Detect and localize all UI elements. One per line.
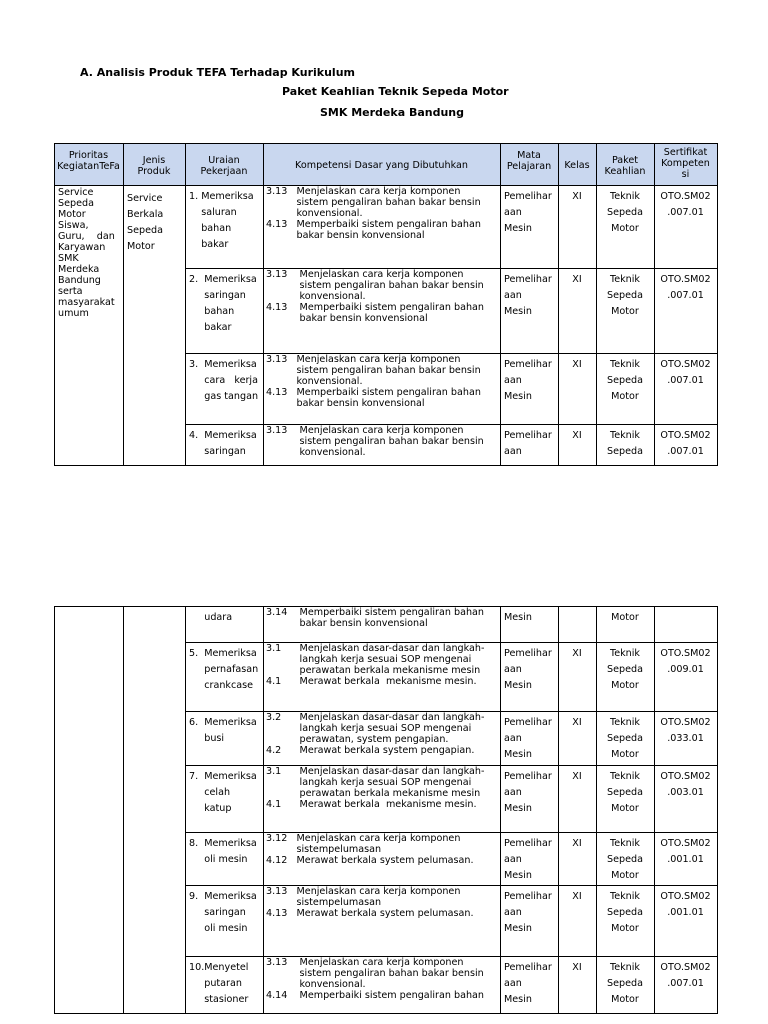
kompetensi-cell: 3.13 Menjelaskan cara kerja komponen sistempelumasan 4.13 Merawat berkala system pelumasan. (266, 886, 474, 919)
header-uraian: Uraian Pekerjaan (200, 155, 248, 177)
column-border (123, 606, 124, 1014)
kompetensi-cell: 3.12 Menjelaskan cara kerja komponen sistempelumasan 4.12 Merawat berkala system pelumasan. (266, 833, 474, 866)
kelas-cell: XI (572, 648, 582, 659)
mata-pelajaran-cell: Pemelihar aan Mesin (504, 191, 552, 234)
mata-pelajaran-cell: Pemelihar aan Mesin (504, 962, 552, 1005)
mata-pelajaran-cell: Pemelihar aan (504, 430, 552, 457)
kompetensi-cell: 3.2 Menjelaskan dasar-dasar dan langkah- langkah kerja sesuai SOP mengenai perawatan, system pengapian. 4.2 Merawat berkala system pengapian. (266, 712, 485, 756)
mata-pelajaran-cell: Pemelihar aan Mesin (504, 717, 552, 760)
mata-pelajaran-cell: Pemelihar aan Mesin (504, 771, 552, 814)
paket-keahlian-cell: Teknik Sepeda Motor (607, 717, 643, 760)
uraian-cell: udara (189, 612, 233, 623)
sertifikat-cell: OTO.SM02 .003.01 (660, 771, 711, 798)
column-border (500, 143, 501, 466)
kelas-cell: XI (572, 962, 582, 973)
kelas-cell: XI (572, 359, 582, 370)
kompetensi-cell: 3.13 Menjelaskan cara kerja komponen sistem pengaliran bahan bakar bensin konvensional. 4.13 Memperbaiki sistem pengaliran bahan bakar bensin konvensional (266, 269, 484, 324)
paket-keahlian-cell: Teknik Sepeda Motor (607, 891, 643, 934)
uraian-cell: 4. Memeriksa saringan (189, 430, 257, 457)
kompetensi-cell: 3.1 Menjelaskan dasar-dasar dan langkah- langkah kerja sesuai SOP mengenai perawatan berkala mekanisme mesin 4.1 Merawat berkala mekanisme mesin. (266, 643, 485, 687)
header-paket: Paket Keahlian (604, 155, 646, 177)
subtitle-program: Paket Keahlian Teknik Sepeda Motor (282, 85, 509, 98)
paket-keahlian-cell: Teknik Sepeda Motor (607, 191, 643, 234)
kelas-cell: XI (572, 771, 582, 782)
column-border (185, 143, 186, 466)
column-border (558, 606, 559, 1014)
uraian-cell: 9. Memeriksa saringan oli mesin (189, 891, 257, 934)
column-border (185, 606, 186, 1014)
mata-pelajaran-cell: Pemelihar aan Mesin (504, 648, 552, 691)
column-border (263, 143, 264, 466)
mata-pelajaran-cell: Mesin (504, 612, 532, 623)
jenis-produk-text: Service Berkala Sepeda Motor (127, 193, 164, 252)
uraian-cell: 6. Memeriksa busi (189, 717, 257, 744)
kompetensi-cell: 3.1 Menjelaskan dasar-dasar dan langkah- langkah kerja sesuai SOP mengenai perawatan berkala mekanisme mesin 4.1 Merawat berkala mekanisme mesin. (266, 766, 485, 810)
paket-keahlian-cell: Teknik Sepeda Motor (607, 359, 643, 402)
paket-keahlian-cell: Motor (611, 612, 639, 623)
column-border (717, 606, 718, 1014)
kelas-cell: XI (572, 430, 582, 441)
sertifikat-cell: OTO.SM02 .001.01 (660, 891, 711, 918)
header-kompetensi: Kompetensi Dasar yang Dibutuhkan (295, 160, 468, 171)
kelas-cell: XI (572, 191, 582, 202)
paket-keahlian-cell: Teknik Sepeda Motor (607, 962, 643, 1005)
kelas-cell: XI (572, 891, 582, 902)
header-jenis: Jenis Produk (137, 155, 171, 177)
paket-keahlian-cell: Teknik Sepeda Motor (607, 648, 643, 691)
column-border (54, 606, 55, 1014)
kompetensi-cell: 3.14 Memperbaiki sistem pengaliran bahan bakar bensin konvensional (266, 607, 484, 629)
kelas-cell: XI (572, 274, 582, 285)
table-border (54, 143, 718, 144)
kompetensi-cell: 3.13 Menjelaskan cara kerja komponen sistem pengaliran bahan bakar bensin konvensional. (266, 425, 484, 458)
subtitle-school: SMK Merdeka Bandung (320, 106, 465, 119)
sertifikat-cell: OTO.SM02 .007.01 (660, 359, 711, 386)
header-mapel: Mata Pelajaran (506, 150, 552, 172)
sertifikat-cell: OTO.SM02 .007.01 (660, 430, 711, 457)
paket-keahlian-cell: Teknik Sepeda (607, 430, 643, 457)
uraian-cell: 2. Memeriksa saringan bahan bakar (189, 274, 257, 333)
prioritas-text: Service Sepeda Motor Siswa, Guru, dan Karyawan SMK Merdeka Bandung serta masyarakat umum (58, 187, 115, 319)
header-prioritas: Prioritas KegiatanTeFa (57, 150, 120, 172)
header-sertifikat: Sertifikat Kompeten si (661, 147, 710, 180)
table-border (54, 465, 718, 466)
uraian-cell: 10.Menyetel putaran stasioner (189, 962, 249, 1005)
section-title: A. Analisis Produk TEFA Terhadap Kurikulum (80, 66, 355, 79)
column-border (54, 143, 55, 466)
column-border (717, 143, 718, 466)
kelas-cell: XI (572, 717, 582, 728)
paket-keahlian-cell: Teknik Sepeda Motor (607, 274, 643, 317)
sertifikat-cell: OTO.SM02 .007.01 (660, 962, 711, 989)
uraian-cell: 5. Memeriksa pernafasan crankcase (189, 648, 259, 691)
table-border (54, 1013, 718, 1014)
uraian-cell: 8. Memeriksa oli mesin (189, 838, 257, 865)
mata-pelajaran-cell: Pemelihar aan Mesin (504, 359, 552, 402)
kompetensi-cell: 3.13 Menjelaskan cara kerja komponen sistem pengaliran bahan bakar bensin konvensional. 4.13 Memperbaiki sistem pengaliran bahan bakar bensin konvensional (266, 354, 481, 409)
mata-pelajaran-cell: Pemelihar aan Mesin (504, 274, 552, 317)
paket-keahlian-cell: Teknik Sepeda Motor (607, 838, 643, 881)
column-border (123, 143, 124, 466)
mata-pelajaran-cell: Pemelihar aan Mesin (504, 838, 552, 881)
column-border (500, 606, 501, 1014)
sertifikat-cell: OTO.SM02 .001.01 (660, 838, 711, 865)
kompetensi-cell: 3.13 Menjelaskan cara kerja komponen sistem pengaliran bahan bakar bensin konvensional. 4.13 Memperbaiki sistem pengaliran bahan bakar bensin konvensional (266, 186, 481, 241)
mata-pelajaran-cell: Pemelihar aan Mesin (504, 891, 552, 934)
header-kelas: Kelas (564, 160, 590, 171)
sertifikat-cell: OTO.SM02 .007.01 (660, 274, 711, 301)
paket-keahlian-cell: Teknik Sepeda Motor (607, 771, 643, 814)
sertifikat-cell: OTO.SM02 .033.01 (660, 717, 711, 744)
kompetensi-cell: 3.13 Menjelaskan cara kerja komponen sistem pengaliran bahan bakar bensin konvensional. 4.14 Memperbaiki sistem pengaliran bahan (266, 957, 484, 1001)
kelas-cell: XI (572, 838, 582, 849)
sertifikat-cell: OTO.SM02 .007.01 (660, 191, 711, 218)
column-border (263, 606, 264, 1014)
uraian-cell: 7. Memeriksa celah katup (189, 771, 257, 814)
sertifikat-cell: OTO.SM02 .009.01 (660, 648, 711, 675)
uraian-cell: 1. Memeriksa saluran bahan bakar (189, 191, 254, 250)
uraian-cell: 3. Memeriksa cara kerja gas tangan (189, 359, 259, 402)
